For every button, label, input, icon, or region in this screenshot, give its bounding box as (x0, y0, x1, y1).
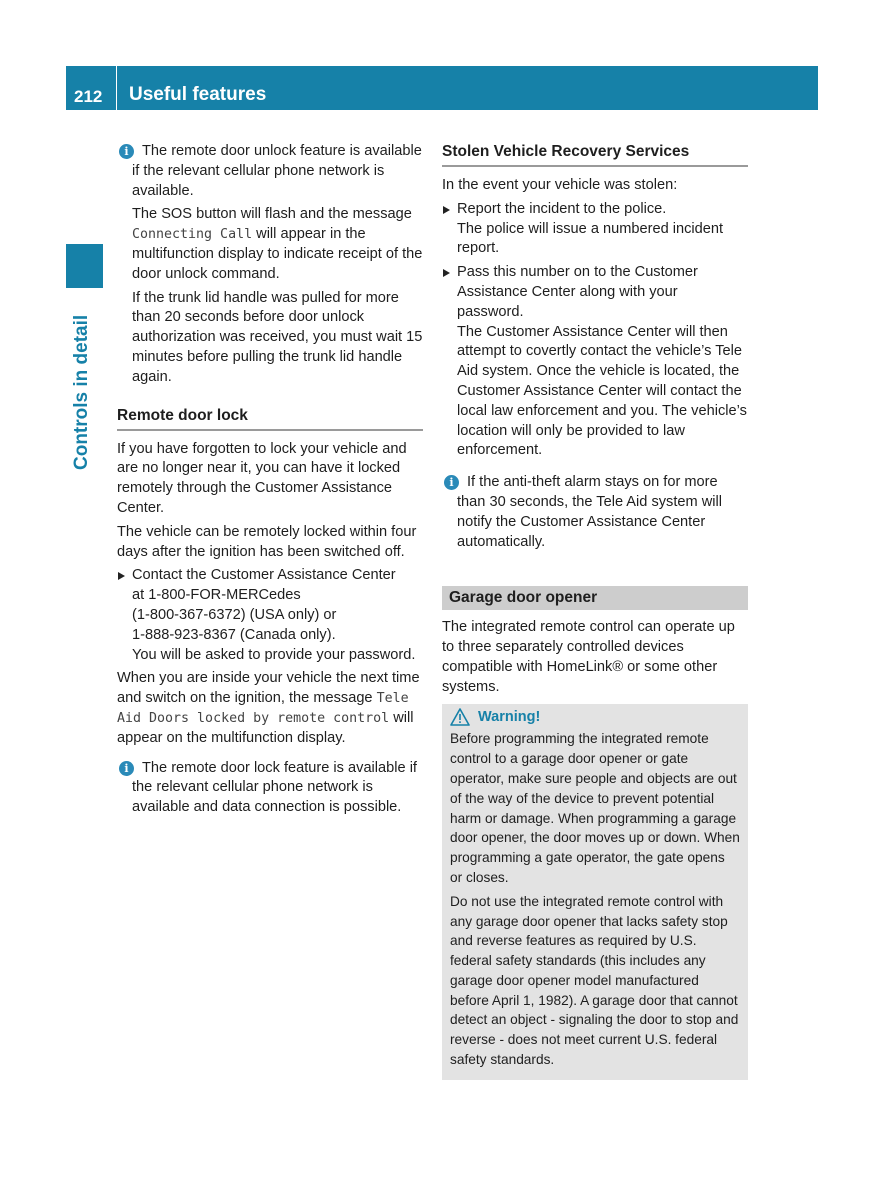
display-message: Connecting Call (132, 227, 253, 243)
section-heading-garage-door: Garage door opener (442, 586, 748, 610)
instruction-step: Report the incident to the police. The police will issue a numbered incident report. (442, 200, 748, 259)
info-note-lock (117, 759, 423, 818)
info-note-unlock (117, 142, 423, 388)
note-text: The remote door lock feature is available if the relevant cellular phone network is available and data connection is possible. (132, 759, 417, 816)
warning-text: Before programming the integrated remote control to a garage door opener or gate operator, make sure people and objects are out of the way of the device to prevent potential harm or damage. When programming a garage door opener, the door moves up or down. When programming a gate operator, the gate opens or closes. (450, 731, 740, 885)
paragraph: In the event your vehicle was stolen: (442, 177, 678, 193)
page-header (66, 66, 818, 110)
section-heading-remote-lock: Remote door lock (117, 406, 423, 431)
arrow-bullet-icon (443, 269, 450, 277)
note-text: If the trunk lid handle was pulled for more than 20 seconds before door unlock authorization was received, you must wait 15 minutes before pulling the trunk lid handle again. (132, 289, 423, 385)
paragraph: When you are inside your vehicle the next time and switch on the ignition, the message Tele Aid Doors locked by remote control will appear on the multifunction display. (117, 670, 420, 746)
note-text: The remote door unlock feature is available if the relevant cellular phone network is available. (132, 143, 422, 199)
note-text: If the anti-theft alarm stays on for more than 30 seconds, the Tele Aid system will notify the Customer Assistance Center automatically. (457, 474, 722, 550)
arrow-bullet-icon (443, 206, 450, 214)
paragraph: The integrated remote control can operate up to three separately controlled devices compatible with HomeLink® or some other systems. (442, 619, 735, 695)
info-icon: i (444, 475, 459, 490)
side-tab-label: Controls in detail (71, 314, 92, 470)
warning-triangle-icon (450, 708, 470, 726)
step-result: You will be asked to provide your password. (132, 646, 416, 663)
arrow-bullet-icon (118, 572, 125, 580)
paragraph: The vehicle can be remotely locked within four days after the ignition has been switched off. (117, 523, 417, 560)
paragraph: If you have forgotten to lock your vehicle and are no longer near it, you can have it locked remotely through the Customer Assistance Center. (117, 440, 407, 516)
step-result: The Customer Assistance Center will then attempt to covertly contact the vehicle’s Tele Aid system. Once the vehicle is located, the Customer Assistance Center will contact the local law enforcement and you. The vehicle’s location will only be provided to law enforcement. (457, 323, 747, 459)
warning-box (442, 704, 748, 1080)
info-note-alarm (442, 473, 748, 552)
left-column (117, 142, 423, 822)
note-text: The SOS button will flash and the message Connecting Call will appear in the multifunction display to indicate receipt of the door unlock command. (132, 206, 423, 282)
section-heading-stolen-vehicle: Stolen Vehicle Recovery Services (442, 142, 748, 167)
instruction-step: Contact the Customer Assistance Center at 1-800-FOR-MERCedes (1-800-367-6372) (USA only) or 1-888-923-8367 (Canada only). You will be asked to provide your password. (117, 566, 423, 665)
info-icon: i (119, 761, 134, 776)
warning-text: Do not use the integrated remote control with any garage door opener that lacks safety stop and reverse features as required by U.S. federal safety standards (this includes any garage door opener model manufactured before April 1, 1982). A garage door that cannot detect an object - signaling the door to stop and reverse - does not meet current U.S. federal safety standards. (450, 893, 739, 1068)
warning-title: Warning! (450, 708, 740, 728)
step-result: The police will issue a numbered incident report. (457, 220, 724, 257)
right-column (442, 142, 748, 1080)
info-icon: i (119, 144, 134, 159)
page-title: Useful features (129, 84, 267, 105)
header-divider (116, 66, 117, 110)
instruction-step: Pass this number on to the Customer Assistance Center along with your password. The Customer Assistance Center will then attempt to covertly contact the vehicle’s Tele Aid system. Once the vehicle is located, the Customer Assistance Center will contact the local law enforcement and you. The vehicle’s location will only be provided to law enforcement. (442, 263, 748, 461)
page-number: 212 (74, 87, 103, 106)
display-message: Tele Aid Doors locked by remote control (117, 691, 409, 726)
